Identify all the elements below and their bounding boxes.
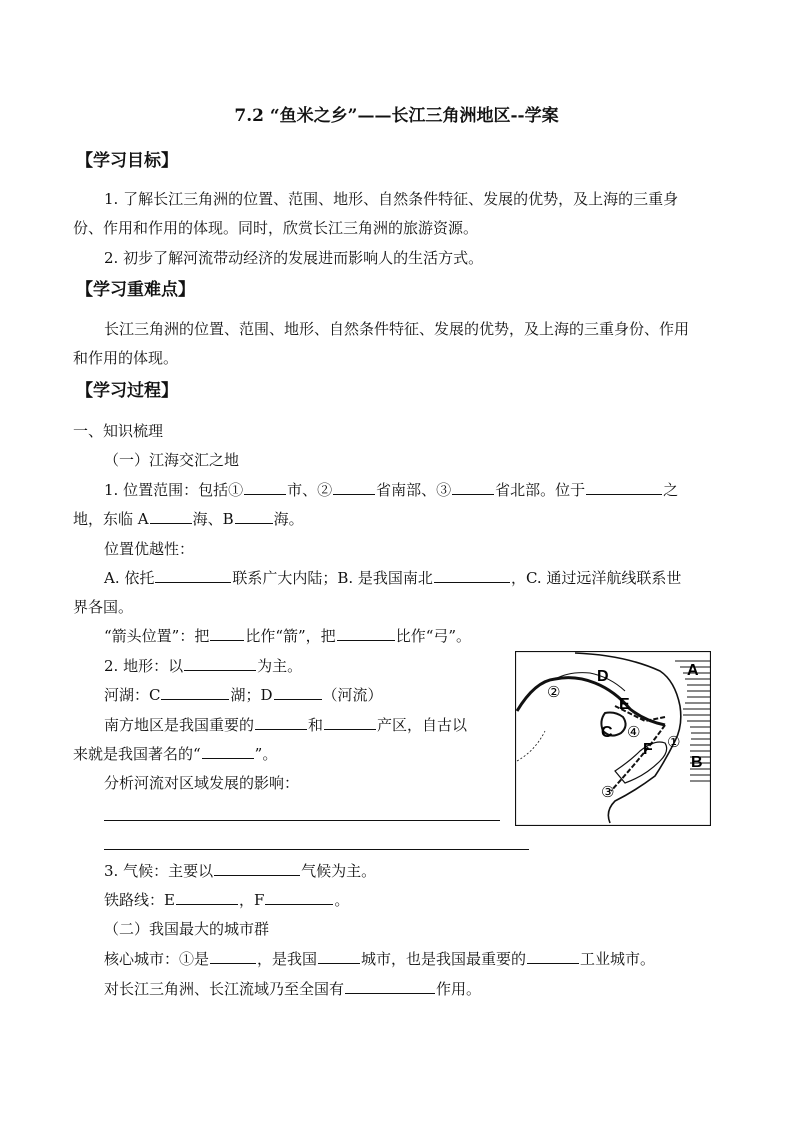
effect-line [104,979,481,999]
subsection-1: （一）江海交汇之地 [104,451,240,469]
text: 气候为主。 [301,862,377,880]
answer-line[interactable] [104,820,500,821]
label-e: E [619,696,630,713]
label-f: F [643,741,653,758]
label-1: ① [667,733,681,751]
text: ，F [238,891,265,909]
label-b: B [691,754,703,771]
analyze-prompt: 分析河流对区域发展的影响： [104,774,300,792]
text: 比作“弓”。 [395,627,472,645]
fill-blank[interactable] [210,626,244,641]
key-points-line-1: 长江三角洲的位置、范围、地形、自然条件特征、发展的优势，及上海的三重身份、作用 [104,320,690,338]
text: 2. 地形：以 [104,657,184,675]
fill-blank[interactable] [434,568,510,583]
text: 省北部。位于 [495,481,586,499]
label-3: ③ [601,783,615,801]
arrow-position [104,626,471,646]
text: 南方地区是我国重要的 [104,716,255,734]
fill-blank[interactable] [161,685,229,700]
text: 省南部、③ [376,481,452,499]
fame-line [73,744,277,764]
text: 比作“箭”，把 [245,627,336,645]
text: 来就是我国著名的“ [73,745,201,763]
fill-blank[interactable] [527,949,579,964]
goal-2: 2. 初步了解河流带动经济的发展进而影响人的生活方式。 [104,249,484,267]
label-c: C [601,724,613,741]
fill-blank[interactable] [214,861,300,876]
answer-line[interactable] [104,849,529,850]
key-points-line-2: 和作用的体现。 [73,349,179,367]
advantage-label: 位置优越性： [104,540,195,558]
fill-blank[interactable] [318,949,360,964]
fill-blank[interactable] [255,715,307,730]
text: 地，东临 A [73,510,149,528]
fill-blank[interactable] [184,656,256,671]
text: 1. 位置范围：包括① [104,481,244,499]
text: 之 [663,481,679,499]
question-2 [104,656,302,676]
fill-blank[interactable] [235,509,273,524]
label-2: ② [547,683,561,701]
text: 城市，也是我国最重要的 [361,950,527,968]
fill-blank[interactable] [265,890,333,905]
fill-blank[interactable] [452,480,494,495]
railway-line [104,890,349,910]
question-1-line-2 [73,509,304,529]
text: “箭头位置”：把 [104,627,210,645]
key-points-heading: 【学习重难点】 [76,280,195,300]
subsection-2: （二）我国最大的城市群 [104,920,270,938]
process-heading: 【学习过程】 [76,381,178,401]
delta-map [515,651,711,826]
text: ”。 [254,745,278,763]
fill-blank[interactable] [150,509,192,524]
text: 湖；D [230,686,273,704]
text: 和 [308,716,324,734]
label-d: D [597,668,609,685]
advantage-line-1 [104,568,681,588]
fill-blank[interactable] [333,480,375,495]
text: 核心城市：①是 [104,950,210,968]
goals-heading: 【学习目标】 [76,151,178,171]
question-3 [104,861,376,881]
fill-blank[interactable] [324,715,376,730]
text: A. 依托 [104,569,155,587]
text: 3. 气候：主要以 [104,862,214,880]
text: 工业城市。 [580,950,656,968]
text: 市、② [287,481,333,499]
advantage-line-2: 界各国。 [73,598,134,616]
fill-blank[interactable] [244,480,286,495]
question-1-line-1 [104,480,678,500]
fill-blank[interactable] [586,480,662,495]
south-region-line [104,715,467,735]
goal-1-line-2: 份、作用和作用的体现。同时，欣赏长江三角洲的旅游资源。 [73,219,479,237]
text: 。 [334,891,350,909]
fill-blank[interactable] [210,949,256,964]
text: 海。 [273,510,304,528]
text: 海、B [192,510,234,528]
text: （河流） [322,686,383,704]
knowledge-heading: 一、知识梳理 [73,422,164,440]
text: 为主。 [257,657,303,675]
page-title: 7.2 “鱼米之乡”——长江三角洲地区--学案 [234,106,559,126]
fill-blank[interactable] [274,685,322,700]
goal-1-line-1: 1. 了解长江三角洲的位置、范围、地形、自然条件特征、发展的优势，及上海的三重身 [104,190,679,208]
text: ，C. 通过远洋航线联系世 [510,569,682,587]
fill-blank[interactable] [337,626,395,641]
text: 作用。 [436,980,482,998]
fill-blank[interactable] [155,568,231,583]
text: ，是我国 [257,950,318,968]
text: 产区，自古以 [377,716,468,734]
lakes-rivers [104,685,383,705]
text: 铁路线：E [104,891,175,909]
label-a: A [687,662,699,679]
fill-blank[interactable] [345,979,435,994]
fill-blank[interactable] [176,890,238,905]
text: 联系广大内陆；B. 是我国南北 [232,569,433,587]
fill-blank[interactable] [202,744,254,759]
text: 对长江三角洲、长江流域乃至全国有 [104,980,345,998]
core-city-line [104,949,655,969]
label-4: ④ [627,723,641,741]
text: 河湖：C [104,686,161,704]
